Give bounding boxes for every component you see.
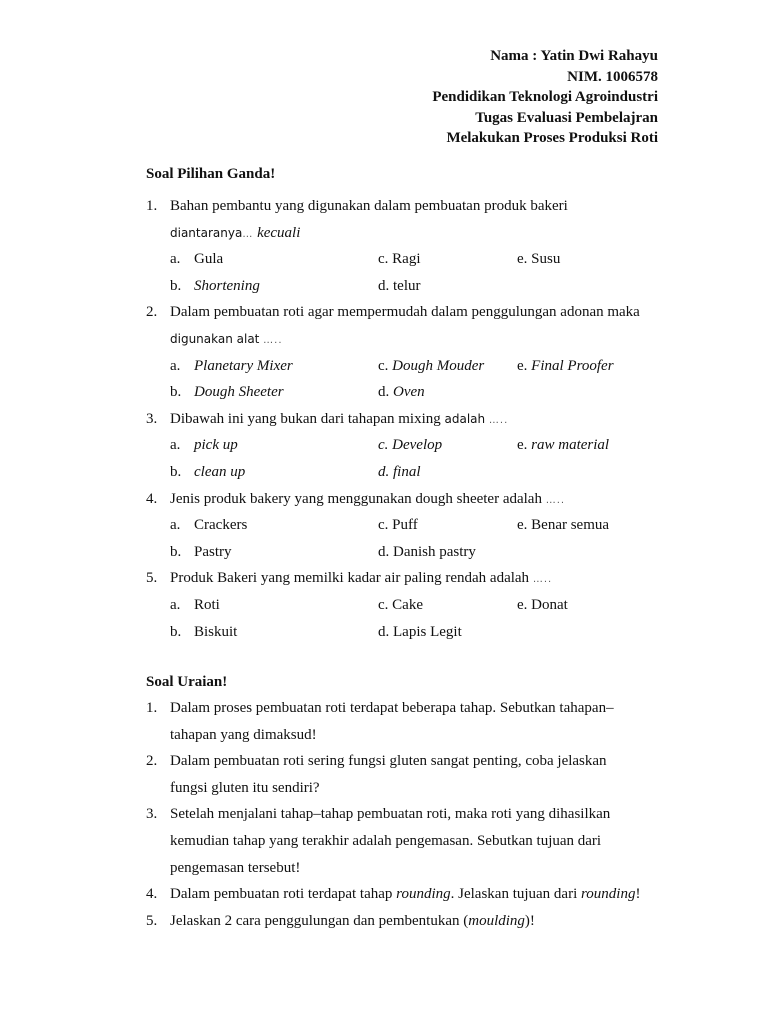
option-b: b. Biskuit — [170, 623, 238, 640]
question-number: 4. — [146, 886, 158, 903]
question-text-continued: kemudian tahap yang terakhir adalah pengemasan. Sebutkan tujuan dari — [170, 832, 602, 849]
multiple-choice-section — [146, 193, 666, 645]
question-text: Dalam pembuatan roti terdapat tahap rounding. Jelaskan tujuan dari rounding! — [170, 886, 641, 903]
option-b: b. Shortening — [170, 277, 260, 294]
option-d: d. Danish pastry — [378, 543, 476, 560]
student-header — [432, 46, 658, 149]
question-number: 2. — [146, 753, 158, 770]
essay-question-2 — [146, 748, 666, 801]
option-b: b. Dough Sheeter — [170, 384, 284, 401]
question-text-continued: digunakan alat ….. — [170, 331, 283, 346]
essay-question-4 — [146, 881, 666, 908]
student-nim: NIM. 1006578 — [567, 68, 658, 85]
option-c: c. Dough Mouder — [378, 357, 485, 374]
question-number: 2. — [146, 304, 158, 321]
option-a: a. Gula — [170, 251, 224, 268]
question-text: Setelah menjalani tahap–tahap pembuatan roti, maka roti yang dihasilkan — [170, 806, 611, 823]
option-row — [146, 619, 666, 646]
option-a: a. Roti — [170, 596, 220, 613]
option-b: b. clean up — [170, 463, 246, 480]
question-text: Produk Bakeri yang memilki kadar air paling rendah adalah ….. — [170, 570, 553, 587]
topic-title: Melakukan Proses Produksi Roti — [446, 130, 658, 146]
question-number: 5. — [146, 570, 158, 587]
question-text-continued: tahapan yang dimaksud! — [170, 726, 317, 743]
option-row — [146, 592, 666, 619]
option-row — [146, 353, 666, 380]
question-text-continued: fungsi gluten itu sendiri? — [170, 779, 320, 796]
mc-question-4 — [146, 486, 666, 566]
option-e: e. Donat — [517, 596, 568, 613]
essay-heading: Soal Uraian! — [146, 674, 228, 690]
option-row — [146, 379, 666, 406]
option-row — [146, 246, 666, 273]
option-d: d. Oven — [378, 384, 425, 401]
mc-question-2 — [146, 299, 666, 405]
question-text: Dalam pembuatan roti agar mempermudah dalam penggulungan adonan maka — [170, 304, 640, 321]
option-row — [146, 432, 666, 459]
question-text: Jenis produk bakery yang menggunakan dough sheeter adalah ….. — [170, 490, 566, 507]
option-c: c. Develop — [378, 437, 443, 454]
question-number: 3. — [146, 410, 158, 427]
option-d: d. telur — [378, 277, 421, 294]
question-number: 1. — [146, 198, 158, 214]
option-row — [146, 539, 666, 566]
mc-question-1 — [146, 193, 666, 299]
option-e: e. raw material — [517, 437, 610, 454]
option-d: d. final — [378, 463, 421, 480]
question-text: Dalam pembuatan roti sering fungsi gluten sangat penting, coba jelaskan — [170, 753, 607, 770]
question-number: 3. — [146, 806, 158, 823]
question-number: 1. — [146, 700, 158, 716]
option-row — [146, 459, 666, 486]
question-text: Dibawah ini yang bukan dari tahapan mixing adalah ….. — [170, 410, 509, 427]
option-a: a. Crackers — [170, 517, 248, 534]
question-text: Jelaskan 2 cara penggulungan dan pembentukan (moulding)! — [170, 912, 535, 929]
option-d: d. Lapis Legit — [378, 623, 462, 640]
option-a: a. pick up — [170, 437, 238, 454]
option-a: a. Planetary Mixer — [170, 357, 293, 374]
mc-question-3 — [146, 406, 666, 486]
question-number: 4. — [146, 490, 158, 507]
option-e: e. Susu — [517, 251, 561, 268]
essay-section — [146, 695, 666, 934]
assignment-title: Tugas Evaluasi Pembelajran — [475, 109, 658, 126]
question-number: 5. — [146, 912, 158, 929]
option-b: b. Pastry — [170, 543, 232, 560]
study-program: Pendidikan Teknologi Agroindustri — [432, 89, 658, 105]
option-e: e. Benar semua — [517, 517, 610, 534]
mc-question-5 — [146, 565, 666, 645]
multiple-choice-heading: Soal Pilihan Ganda! — [146, 166, 276, 182]
essay-question-3 — [146, 801, 666, 881]
question-text: Dalam proses pembuatan roti terdapat beberapa tahap. Sebutkan tahapan– — [170, 700, 614, 716]
option-row — [146, 512, 666, 539]
question-text: Bahan pembantu yang digunakan dalam pembuatan produk bakeri — [170, 198, 568, 214]
question-text-continued: pengemasan tersebut! — [170, 859, 301, 876]
student-name: Nama : Yatin Dwi Rahayu — [490, 48, 658, 64]
essay-question-1 — [146, 695, 666, 748]
option-e: e. Final Proofer — [517, 357, 614, 374]
option-row — [146, 273, 666, 300]
essay-question-5 — [146, 908, 666, 935]
option-c: c. Puff — [378, 517, 418, 534]
option-c: c. Cake — [378, 596, 423, 613]
option-c: c. Ragi — [378, 251, 421, 268]
question-text-continued: diantaranya… kecuali — [170, 224, 301, 241]
